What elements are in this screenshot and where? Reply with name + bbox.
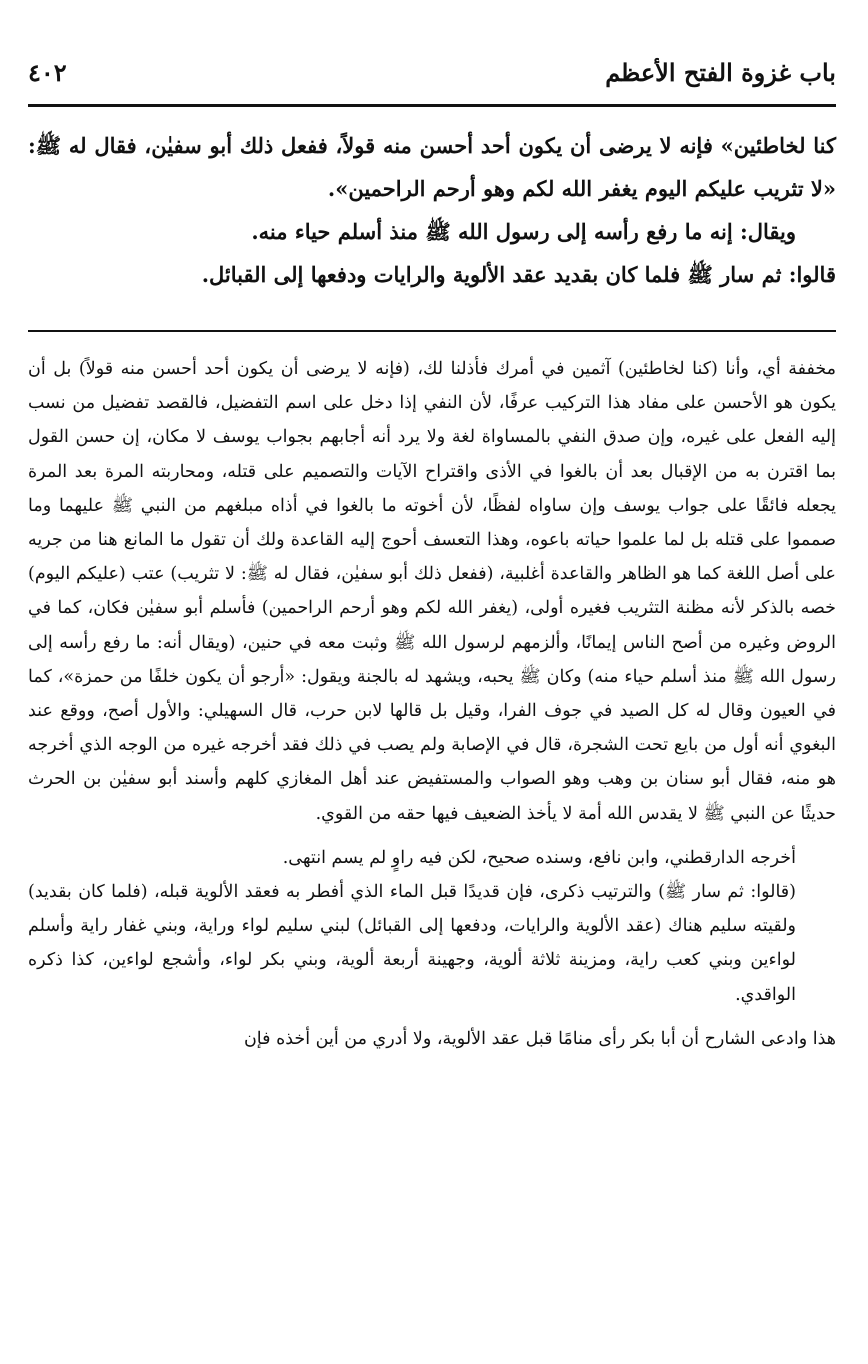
commentary-paragraph: مخففة أي، وأنا (كنا لخاطئين) آثمين في أمرك فأذلنا لك، (فإنه لا يرضى أن يكون أحد أحسن منه قولاً) بل أن يكون هو الأحسن على مفاد هذا التركيب عرفًا، لأن النفي إذا دخل على اسم التفضيل، فالقصد تفضيل من نسب إليه الفعل على غيره، وإن صدق النفي بالمساواة لغة ولا يرد أنه أجابهم بجواب يوسف لا مكان، إن حسن القول بما اقترن به من الإقبال بعد أن بالغوا في الأذى واقتراح الآيات والتصميم على قتله، ومحاربته المرة بعد المرة يجعله فائقًا على جواب يوسف وإن ساواه لفظًا، لأن أخوته ما بالغوا في أذاه مبلغهم من النبي ﷺ عليهما وما صمموا على قتله بل لما علموا حياته باعوه، وهذا التعسف أحوج إليه القاعدة ولك أن تقول ما المانع هنا من جريه على أصل اللغة كما هو الظاهر والقاعدة أغلبية، (ففعل ذلك أبو سفيٰن، فقال له ﷺ: لا تثريب) عتب (عليكم اليوم) خصه بالذكر لأنه مظنة التثريب فغيره أولى، (يغفر الله لكم وهو أرحم الراحمين) فأسلم أبو سفيٰن فكان، كما في الروض وغيره من أصح الناس إيمانًا، وألزمهم لرسول الله ﷺ وثبت معه في حنين، (ويقال أنه: ما رفع رأسه إلى رسول الله ﷺ منذ أسلم حياء منه) وكان ﷺ يحبه، ويشهد له بالجنة ويقول: «أرجو أن يكون خلفًا من حمزة»، كما في العيون وقال له كل الصيد في جوف الفرا، وقيل بل قالها لابن حرب، قال السهيلي: والأول أصح، ووقع عند البغوي أنه أول من بايع تحت الشجرة، قال في الإصابة ولم يصب في ذلك فقد أخرجه غيره من الوجه الذي أخرجه هو منه، فقال أبو سنان بن وهب وهو الصواب والمستفيض عند أهل المغازي كلهم وأسند أبو سفيٰن بن الحرث حديثًا عن النبي ﷺ لا يقدس الله أمة لا يأخذ الضعيف فيها حقه من القوي. bbox=[28, 359, 836, 824]
section-rule bbox=[28, 330, 836, 332]
commentary-paragraph: أخرجه الدارقطني، وابن نافع، وسنده صحيح، لكن فيه راوٍ لم يسم انتهى. bbox=[282, 847, 796, 868]
header-rule bbox=[28, 104, 836, 107]
main-paragraph: ويقال: إنه ما رفع رأسه إلى رسول الله ﷺ منذ أسلم حياء منه. bbox=[251, 219, 796, 244]
page-header bbox=[28, 58, 836, 87]
commentary-text bbox=[28, 352, 836, 1056]
commentary-paragraph: (قالوا: ثم سار ﷺ) والترتيب ذكرى، فإن قديدًا قبل الماء الذي أفطر به فعقد الألوية قبله، (فلما كان بقديد) ولقيته سليم هناك (عقد الألوية والرايات، ودفعها إلى القبائل) لبني سليم لواء وراية، وبني غفار راية وأسلم لواءين وبني كعب راية، ومزينة ثلاثة ألوية، وجهينة أربعة ألوية، وبني بكر لواء، وأشجع لواءين، كذا ذكره الواقدي. bbox=[28, 882, 796, 1005]
page-number: ٤٠٢ bbox=[28, 58, 67, 87]
chapter-title: باب غزوة الفتح الأعظم bbox=[605, 58, 836, 87]
commentary-paragraph: هذا وادعى الشارح أن أبا بكر رأى منامًا قبل عقد الألوية، ولا أدري من أين أخذه فإن bbox=[243, 1028, 836, 1049]
main-text bbox=[28, 124, 836, 296]
main-paragraph: كنا لخاطئين» فإنه لا يرضى أن يكون أحد أحسن منه قولاً، ففعل ذلك أبو سفيٰن، فقال له ﷺ: «لا تثريب عليكم اليوم يغفر الله لكم وهو أرحم الراحمين». bbox=[28, 133, 836, 201]
main-paragraph: قالوا: ثم سار ﷺ فلما كان بقديد عقد الألوية والرايات ودفعها إلى القبائل. bbox=[201, 262, 836, 287]
